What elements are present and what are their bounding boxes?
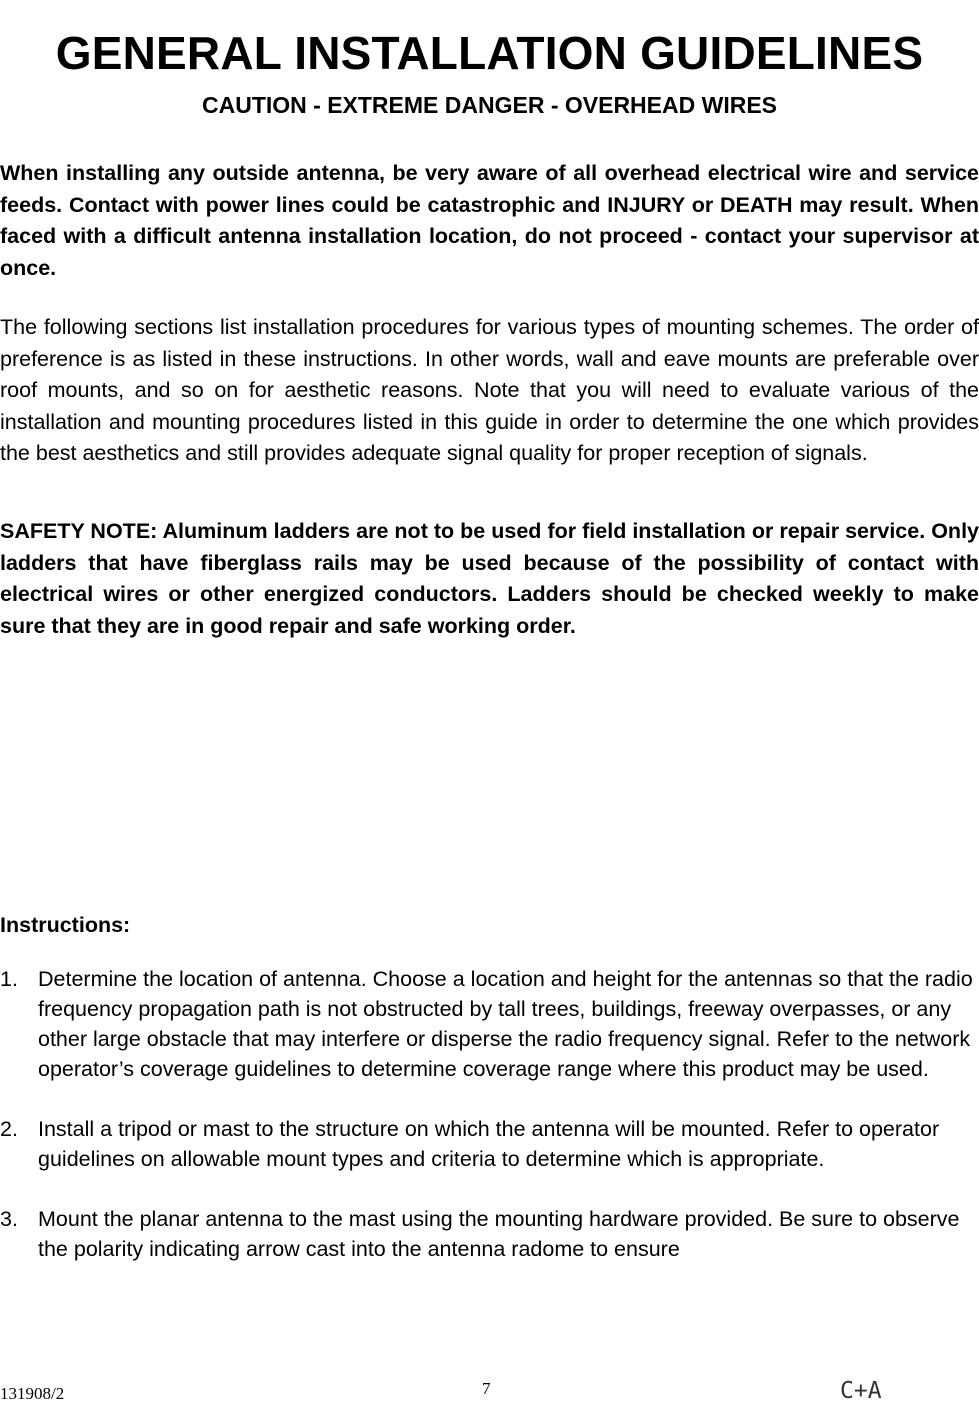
caution-heading: CAUTION - EXTREME DANGER - OVERHEAD WIRES [201, 92, 778, 118]
step-number: 1. [0, 967, 18, 991]
instruction-list [0, 964, 979, 1294]
overhead-wire-warning: When installing any outside antenna, be very aware of all overhead electrical wire and service feeds. Contact with power lines could be catastrophic and INJURY or DEATH may result. When faced with a difficult antenna installation location, do not proceed - contact your supervisor at once. [0, 161, 979, 280]
instruction-step [0, 1114, 979, 1174]
instructions-heading: Instructions: [0, 913, 131, 937]
document-code: 131908/2 [0, 1384, 65, 1403]
step-number: 3. [0, 1207, 18, 1231]
step-text: Install a tripod or mast to the structure on which the antenna will be mounted. Refer to operator guidelines on allowable mount types and criteria to determine which is appropriate. [38, 1117, 940, 1171]
company-logo: C+A [840, 1378, 882, 1404]
instruction-step [0, 1204, 979, 1264]
step-text: Mount the planar antenna to the mast using the mounting hardware provided. Be sure to observe the polarity indicating arrow cast into the antenna radome to ensure [38, 1207, 960, 1261]
page-title: GENERAL INSTALLATION GUIDELINES [55, 26, 924, 79]
intro-paragraph: The following sections list installation procedures for various types of mounting schemes. The order of preference is as listed in these instructions. In other words, wall and eave mounts are preferable over roof mounts, and so on for aesthetic reasons. Note that you will need to evaluate various of the installation and mounting procedures listed in this guide in order to determine the one which provides the best aesthetics and still provides adequate signal quality for proper reception of signals. [0, 315, 979, 465]
step-number: 2. [0, 1117, 18, 1141]
safety-note: SAFETY NOTE: Aluminum ladders are not to be used for field installation or repair service. Only ladders that have fiberglass rails may be used because of the possibility of contact with electrical wires or other energized conductors. Ladders should be checked weekly to make sure that they are in good repair and safe working order. [0, 519, 979, 638]
instruction-step [0, 964, 979, 1084]
step-text: Determine the location of antenna. Choose a location and height for the antennas so that the radio frequency propagation path is not obstructed by tall trees, buildings, freeway overpasses, or any other large obstacle that may interfere or disperse the radio frequency signal. Refer to the network operator’s coverage guidelines to determine coverage range where this product may be used. [38, 967, 973, 1081]
page-number: 7 [482, 1379, 491, 1398]
